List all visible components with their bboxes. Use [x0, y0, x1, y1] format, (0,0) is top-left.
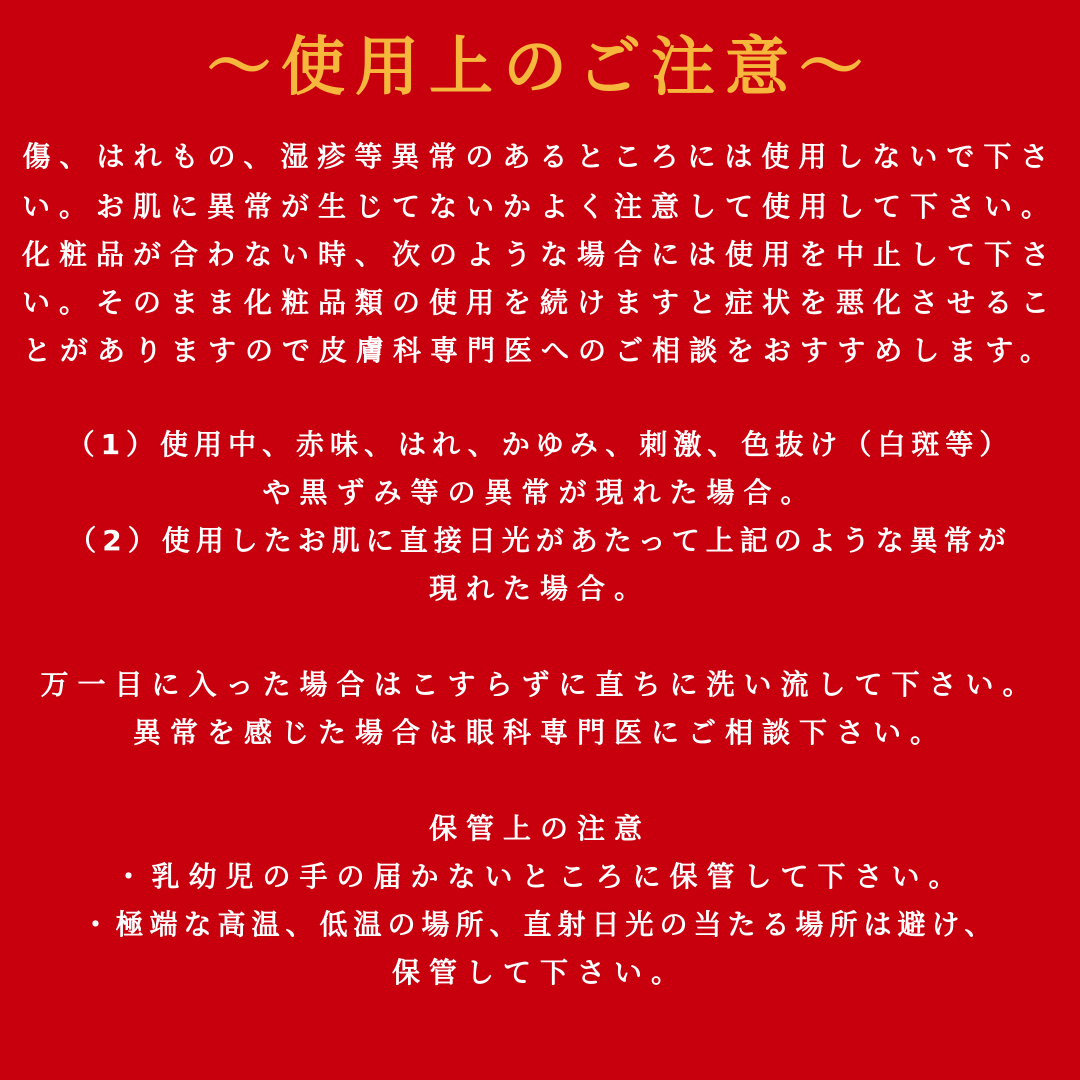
case-line: や黒ずみ等の異常が現れた場合。 [262, 476, 818, 509]
storage-line: 保管して下さい。 [391, 956, 688, 989]
eye-line: 異常を感じた場合は眼科専門医にご相談下さい。 [132, 716, 947, 749]
intro-line: 化粧品が合わない時、次のような場合には使用を中止して下さ [21, 238, 1058, 271]
case-line: （1）使用中、赤味、はれ、かゆみ、刺激、色抜け（白斑等） [66, 428, 1014, 461]
case-line: 現れた場合。 [428, 572, 651, 605]
eye-line: 万一目に入った場合はこすらずに直ちに洗い流して下さい。 [40, 668, 1040, 701]
intro-line: 傷、はれもの、湿疹等異常のあるところには使用しないで下さ [22, 140, 1058, 173]
intro-line: とがありますので皮膚科専門医へのご相談をおすすめします。 [22, 334, 1058, 367]
storage-heading: 保管上の注意 [428, 812, 651, 845]
page-title: ～使用上のご注意～ [207, 31, 873, 105]
storage-line: ・極端な高温、低温の場所、直射日光の当たる場所は避け、 [81, 908, 999, 941]
intro-line: い。そのまま化粧品類の使用を続けますと症状を悪化させるこ [21, 286, 1058, 319]
case-line: （2）使用したお肌に直接日光があたって上記のような異常が [68, 524, 1012, 557]
intro-line: い。お肌に異常が生じてないかよく注意して使用して下さい。 [21, 190, 1058, 223]
storage-line: ・乳幼児の手の届かないところに保管して下さい。 [114, 860, 966, 893]
